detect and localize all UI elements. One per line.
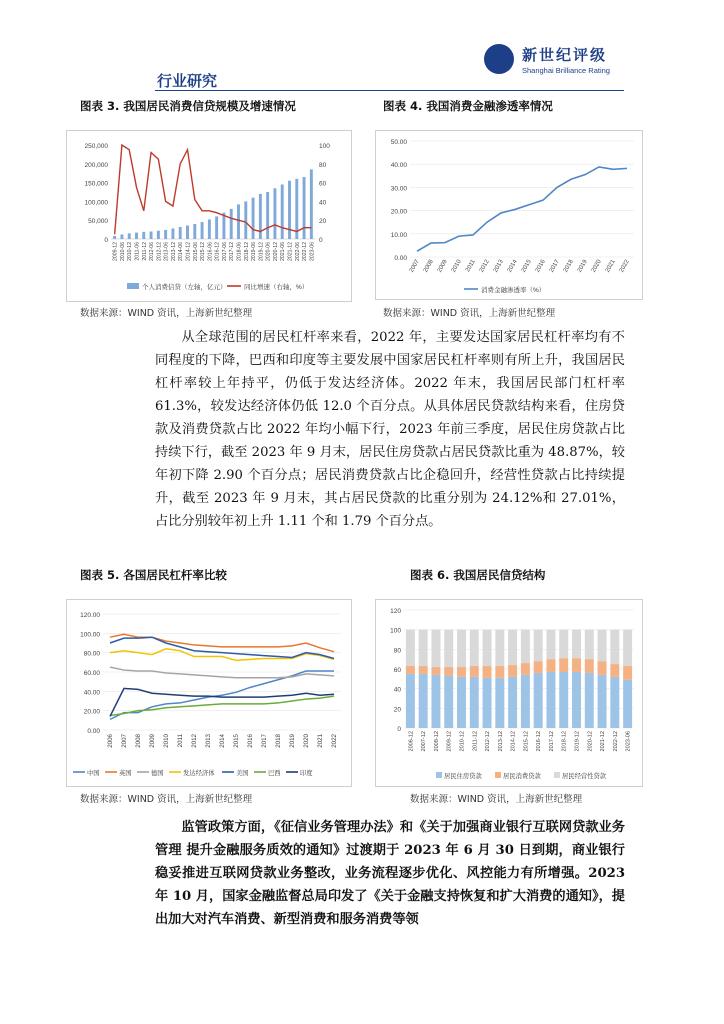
x-tick-label: 2014 [219,734,226,748]
x-tick-label: 2008 [422,259,435,274]
x-tick-label: 2016-06 [207,242,214,262]
y-left-tick-label: 0 [104,237,108,244]
stacked-bar-居民经营性贷款 [623,630,632,666]
stacked-bar-居民消费贷款 [521,663,530,675]
x-tick-label: 2006 [107,734,114,748]
stacked-bar-居民消费贷款 [431,667,440,675]
y-tick-label: 50.00 [390,139,407,146]
y-tick-label: 10.00 [390,231,407,239]
stacked-bar-居民消费贷款 [546,659,555,672]
x-tick-label: 2022-06 [294,242,301,262]
x-tick-label: 2020-12 [587,731,594,752]
stacked-bar-居民消费贷款 [585,659,594,673]
x-tick-label: 2016 [534,259,547,274]
bar [252,198,255,239]
legend-label: 同比增速（右轴，%） [244,284,309,291]
x-tick-label: 2021 [604,259,617,274]
stacked-bar-居民住房贷款 [508,677,517,728]
stacked-bar-居民经营性贷款 [431,630,440,667]
x-tick-label: 2019-12 [574,731,581,752]
figure-3-caption: 图表 3. 我国居民消费信贷规模及增速情况 [80,99,296,113]
x-tick-label: 2010-06 [119,242,126,262]
bar [164,230,167,239]
legend-label: 发达经济体 [183,770,215,777]
stacked-bar-居民经营性贷款 [470,630,479,666]
x-tick-label: 2017 [261,734,268,748]
y-tick-label: 0.00 [394,255,407,262]
legend-label: 居民住房贷款 [444,773,482,780]
legend-label: 消费金融渗透率（%） [481,287,546,294]
y-left-tick-label: 250,000 [84,143,108,150]
x-tick-label: 2019 [289,734,296,748]
stacked-bar-居民经营性贷款 [444,630,453,667]
bar [237,204,240,239]
stacked-bar-居民住房贷款 [610,677,619,728]
x-tick-label: 2010 [450,259,463,274]
x-tick-label: 2009-12 [446,731,453,752]
stacked-bar-居民住房贷款 [419,674,428,728]
x-tick-label: 2008-12 [433,731,440,752]
stacked-bar-居民消费贷款 [534,661,543,673]
x-tick-label: 2016-12 [214,242,221,262]
series-line-印度 [110,688,334,716]
bar [113,236,116,239]
stacked-bar-居民住房贷款 [406,674,415,728]
bar [244,201,247,239]
stacked-bar-居民住房贷款 [623,680,632,728]
x-tick-label: 2012-06 [149,242,156,262]
stacked-bar-居民经营性贷款 [495,630,504,666]
figure-5-svg [67,600,351,786]
figure-4-caption: 图表 4. 我国消费金融渗透率情况 [383,99,553,113]
y-tick-label: 40.00 [83,689,100,697]
x-tick-label: 2023-06 [309,242,316,262]
y-tick-label: 120.00 [80,612,100,619]
x-tick-label: 2015-12 [200,242,207,262]
stacked-bar-居民经营性贷款 [559,630,568,659]
bar [273,188,276,239]
x-tick-label: 2009 [436,259,449,274]
stacked-bar-居民经营性贷款 [521,630,530,663]
y-tick-label: 0.00 [87,728,100,735]
x-tick-label: 2014 [506,259,519,274]
y-left-tick-label: 150,000 [84,180,108,188]
legend-label: 英国 [119,770,132,777]
stacked-bar-居民消费贷款 [444,667,453,676]
x-tick-label: 2018 [275,734,282,748]
stacked-bar-居民经营性贷款 [419,630,428,666]
stacked-bar-居民经营性贷款 [610,630,619,664]
stacked-bar-居民消费贷款 [598,661,607,675]
body-paragraph-2: 监管政策方面，《征信业务管理办法》和《关于加强商业银行互联网贷款业务管理 提升金融服务质效的通知》过渡期于 2023 年 6 月 30 日到期，商业银行稳妥推进互联网贷款业务整改，业务流程逐步优化、风控能力有所增强。2023 年 10 月，国家金融监督总局印发了《关于金融支持恢复和扩大消费的通知》，提出加大对汽车消费、新型消费和服务消费等领 [155,820,625,927]
x-tick-label: 2018 [562,259,575,274]
bar [259,194,262,239]
bar [128,233,131,239]
x-tick-label: 2021-12 [287,242,294,262]
y-right-tick-label: 80 [319,161,327,169]
bar [310,169,313,239]
x-tick-label: 2018-12 [243,242,250,262]
x-tick-label: 2020 [303,734,310,748]
bar [266,192,269,239]
bar [186,225,189,239]
series-line-美国 [110,637,334,658]
x-tick-label: 2014-12 [185,242,192,262]
x-tick-label: 2010 [163,734,170,748]
stacked-bar-居民住房贷款 [559,672,568,728]
legend-swatch [436,772,442,778]
stacked-bar-居民消费贷款 [483,666,492,678]
figure-5-source: 数据来源：WIND 资讯，上海新世纪整理 [80,794,253,805]
stacked-bar-居民住房贷款 [470,677,479,728]
bar [142,232,145,239]
stacked-bar-居民消费贷款 [610,664,619,677]
company-logo [484,40,624,84]
figure-4-chart [375,130,643,300]
x-tick-label: 2017 [548,259,561,274]
header-divider [155,90,624,91]
x-tick-label: 2021-06 [280,242,287,262]
stacked-bar-居民消费贷款 [572,658,581,672]
x-tick-label: 2006-12 [408,731,415,752]
stacked-bar-居民消费贷款 [419,666,428,674]
figure-3-chart [66,130,352,302]
bar [193,224,196,239]
figure-3-source: 数据来源：WIND 资讯，上海新世纪整理 [80,308,253,319]
y-tick-label: 60 [393,667,401,674]
figure-6-caption: 图表 6. 我国居民信贷结构 [410,568,546,582]
stacked-bar-居民消费贷款 [470,666,479,677]
body-paragraph-1: 从全球范围的居民杠杆率来看，2022 年，主要发达国家居民杠杆率均有不同程度的下降，巴西和印度等主要发展中国家居民杠杆率则有所上升，我国居民杠杆率较上年持平，仍低于发达经济体。2022 年末，我国居民部门杠杆率 61.3%，较发达经济体仍低 12.0 个百分点。从具体居民贷款结构来看，住房贷款及消费贷款占比 2022 年均小幅下行，2023 年前三季度，居民住房贷款占比持续下行，截至 2023 年 9 月末，居民住房贷款占居民贷款比重为 48.87%，较年初下降 2.90 个百分点；居民消费贷款占比企稳回升，经营性贷款占比持续提升，截至 2023 年 9 月末，其占居民贷款的比重分别为 24.12%和 27.01%，占比分别较年初上升 1.11 个和 1.79 个百分点。 [155,330,625,529]
figure-4-svg [376,131,642,299]
stacked-bar-居民住房贷款 [521,675,530,728]
stacked-bar-居民经营性贷款 [508,630,517,665]
bar [179,227,182,239]
y-tick-label: 0 [397,726,401,733]
stacked-bar-居民住房贷款 [457,677,466,728]
x-tick-label: 2013-12 [497,731,504,752]
stacked-bar-居民经营性贷款 [546,630,555,660]
x-tick-label: 2012-12 [156,242,163,262]
series-line-中国 [110,671,334,719]
stacked-bar-居民住房贷款 [546,672,555,728]
figure-6-svg [376,600,642,786]
legend-label: 印度 [300,770,313,777]
x-tick-label: 2007 [121,734,128,748]
figure-5-chart [66,599,352,787]
x-tick-label: 2015 [520,259,533,274]
x-tick-label: 2007-12 [421,731,428,752]
x-tick-label: 2018-06 [236,242,243,262]
x-tick-label: 2015-12 [523,731,530,752]
y-tick-label: 60.00 [83,670,100,677]
series-line-巴西 [110,696,334,715]
series-line-英国 [110,634,334,651]
x-tick-label: 2019-06 [251,242,258,262]
y-left-tick-label: 200,000 [84,161,108,169]
figure-3-svg [67,131,351,301]
x-tick-label: 2016-12 [536,731,543,752]
x-tick-label: 2015 [233,734,240,748]
y-tick-label: 40 [393,686,401,694]
x-tick-label: 2011-06 [134,242,141,261]
stacked-bar-居民住房贷款 [444,676,453,728]
x-tick-label: 2021 [317,734,324,748]
stacked-bar-居民消费贷款 [623,666,632,680]
y-tick-label: 40.00 [390,162,407,170]
stacked-bar-居民经营性贷款 [585,630,594,660]
y-tick-label: 20.00 [390,208,407,216]
y-tick-label: 30.00 [390,185,407,193]
x-tick-label: 2013 [492,259,505,274]
x-tick-label: 2010-12 [459,731,466,752]
y-tick-label: 80 [393,647,401,655]
stacked-bar-居民住房贷款 [534,673,543,728]
legend-label: 居民经营性贷款 [562,773,607,780]
stacked-bar-居民经营性贷款 [457,630,466,667]
x-tick-label: 2014-06 [178,242,185,262]
x-tick-label: 2017-12 [548,731,555,752]
figure-4-source: 数据来源：WIND 资讯，上海新世纪整理 [383,308,556,319]
legend-label: 德国 [151,770,164,777]
y-tick-label: 100.00 [80,631,100,639]
stacked-bar-居民住房贷款 [598,675,607,728]
y-right-tick-label: 0 [319,237,323,244]
x-tick-label: 2020-06 [265,242,272,262]
x-tick-label: 2012-12 [485,731,492,752]
figure-6-chart [375,599,643,787]
legend-label: 美国 [236,770,249,777]
logo-emblem-icon [484,44,514,74]
section-title: 行业研究 [157,72,218,90]
stacked-bar-居民消费贷款 [495,666,504,678]
x-tick-label: 2018-12 [561,731,568,752]
stacked-bar-居民消费贷款 [559,658,568,672]
logo-english-name: Shanghai Brilliance Rating [522,66,610,75]
stacked-bar-居民消费贷款 [508,665,517,677]
bar [120,234,123,239]
x-tick-label: 2022 [331,734,338,748]
bar [230,209,233,239]
y-tick-label: 120 [390,608,401,615]
figure-6-source: 数据来源：WIND 资讯，上海新世纪整理 [410,794,583,805]
x-tick-label: 2009-12 [112,242,119,262]
legend-label: 中国 [87,770,100,777]
bar [157,231,160,239]
x-tick-label: 2009 [149,734,156,748]
x-tick-label: 2008 [135,734,142,748]
x-tick-label: 2007 [408,259,421,274]
stacked-bar-居民住房贷款 [495,678,504,728]
x-tick-label: 2016 [247,734,254,748]
stacked-bar-居民住房贷款 [483,678,492,728]
bar [303,177,306,239]
stacked-bar-居民消费贷款 [406,666,415,674]
bar [295,179,298,239]
x-tick-label: 2011-12 [141,242,148,261]
legend-label: 居民消费贷款 [503,773,541,780]
x-tick-label: 2010-12 [127,242,134,262]
y-tick-label: 100 [390,627,401,635]
y-tick-label: 80.00 [83,650,100,658]
penetration-line [417,167,627,251]
bar [215,216,218,239]
legend-label: 巴西 [268,770,281,777]
x-tick-label: 2020-12 [272,242,279,262]
x-tick-label: 2015-06 [192,242,199,262]
x-tick-label: 2013-06 [163,242,170,262]
y-tick-label: 20 [393,706,401,714]
legend-label: 个人消费信贷（左轴，亿元） [142,284,227,291]
bar [171,228,174,239]
x-tick-label: 2011 [465,259,477,274]
y-right-tick-label: 20 [319,218,327,226]
stacked-bar-居民经营性贷款 [406,630,415,666]
stacked-bar-居民经营性贷款 [572,630,581,659]
x-tick-label: 2019 [576,259,589,274]
x-tick-label: 2019-12 [258,242,265,262]
x-tick-label: 2014-12 [510,731,517,752]
x-tick-label: 2022-12 [302,241,309,262]
stacked-bar-居民消费贷款 [457,667,466,677]
x-tick-label: 2020 [590,259,603,274]
y-right-tick-label: 40 [319,199,327,207]
bar [281,184,284,239]
bar [135,233,138,239]
stacked-bar-居民住房贷款 [431,675,440,728]
y-tick-label: 20.00 [83,708,100,716]
stacked-bar-居民经营性贷款 [483,630,492,666]
x-tick-label: 2017-12 [229,242,236,262]
y-right-tick-label: 100 [319,143,330,150]
x-tick-label: 2012 [478,259,491,274]
x-tick-label: 2012 [191,734,198,748]
bar [201,222,204,239]
x-tick-label: 2023-06 [625,731,632,752]
x-tick-label: 2011-12 [472,731,479,752]
x-tick-label: 2021-12 [600,731,607,752]
logo-name: 新世纪评级 [522,46,608,64]
x-tick-label: 2017-06 [221,242,228,262]
legend-swatch [554,772,560,778]
bar [208,219,211,239]
x-tick-label: 2011 [177,734,184,748]
legend-swatch [495,772,501,778]
legend-swatch-bars [127,283,139,289]
x-tick-label: 2022 [618,259,631,274]
stacked-bar-居民住房贷款 [585,673,594,728]
figure-5-caption: 图表 5. 各国居民杠杆率比较 [80,568,227,582]
x-tick-label: 2022-12 [612,731,619,752]
x-tick-label: 2013 [205,734,212,748]
y-right-tick-label: 60 [319,180,327,188]
stacked-bar-居民经营性贷款 [534,630,543,661]
bar [150,231,153,239]
y-left-tick-label: 50,000 [88,218,108,226]
stacked-bar-居民经营性贷款 [598,630,607,661]
y-left-tick-label: 100,000 [84,199,108,207]
x-tick-label: 2013-12 [170,242,177,262]
stacked-bar-居民住房贷款 [572,672,581,728]
